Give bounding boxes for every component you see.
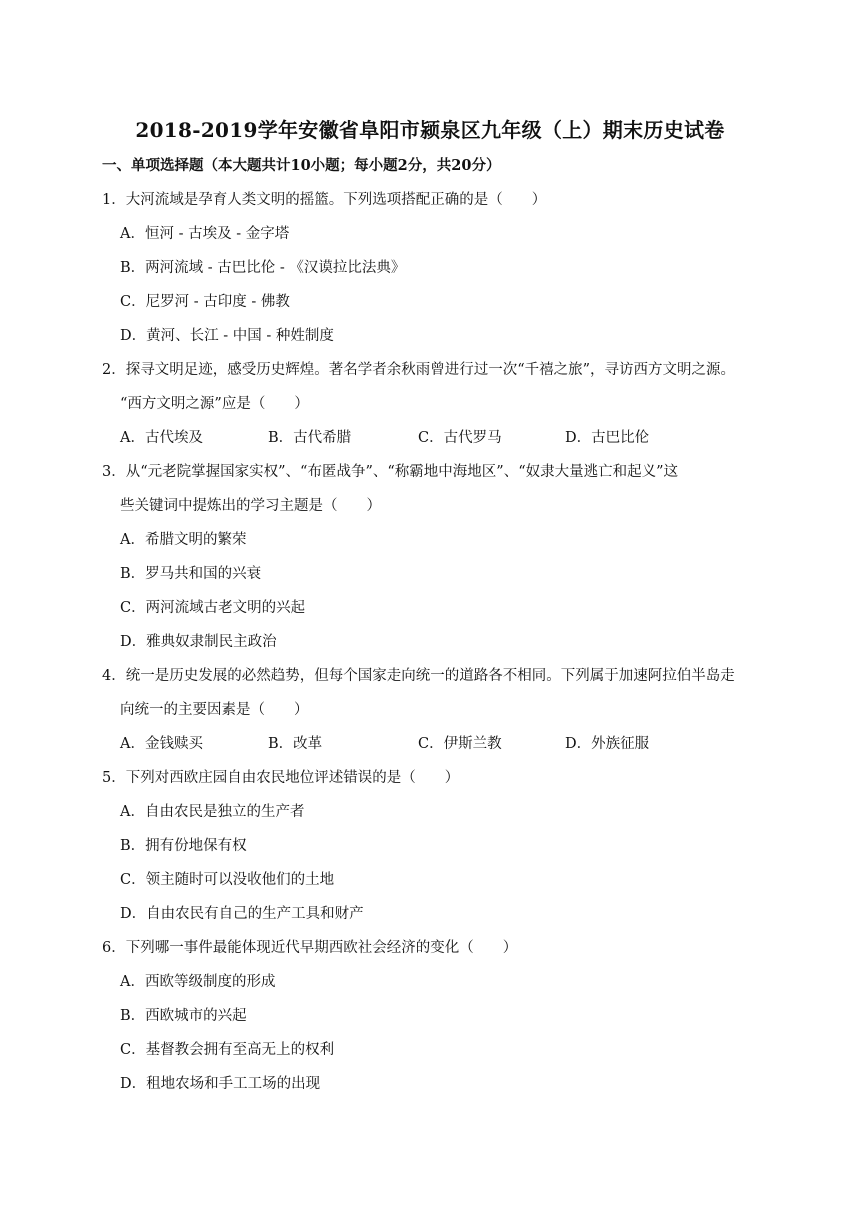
page-title: 2018-2019学年安徽省阜阳市颍泉区九年级（上）期末历史试卷 (135, 118, 725, 142)
question-4-option-b[interactable]: B．改革 (268, 736, 323, 752)
question-6-stem: 6．下列哪一事件最能体现近代早期西欧社会经济的变化（ ） (102, 940, 518, 956)
question-6-option-b[interactable]: B．西欧城市的兴起 (120, 1008, 247, 1024)
question-2-option-b[interactable]: B．古代希腊 (268, 430, 352, 446)
question-4-option-d[interactable]: D．外族征服 (565, 736, 650, 752)
question-2-stem-continued: “西方文明之源”应是（ ） (120, 396, 309, 412)
question-1-option-d[interactable]: D．黄河、长江 - 中国 - 种姓制度 (120, 328, 334, 344)
question-3-stem-continued: 些关键词中提炼出的学习主题是（ ） (120, 498, 381, 514)
question-5-stem: 5．下列对西欧庄园自由农民地位评述错误的是（ ） (102, 770, 460, 786)
question-4-option-c[interactable]: C．伊斯兰教 (418, 736, 502, 752)
question-2-stem: 2．探寻文明足迹，感受历史辉煌。著名学者余秋雨曾进行过一次“千禧之旅”，寻访西方文明之源。 (102, 362, 736, 378)
question-1-option-c[interactable]: C．尼罗河 - 古印度 - 佛教 (120, 294, 290, 310)
question-3-option-c[interactable]: C．两河流域古老文明的兴起 (120, 600, 306, 616)
question-6-option-c[interactable]: C．基督教会拥有至高无上的权利 (120, 1042, 335, 1058)
question-1-stem: 1．大河流域是孕育人类文明的摇篮。下列选项搭配正确的是（ ） (102, 192, 547, 208)
question-6-option-a[interactable]: A．西欧等级制度的形成 (120, 974, 276, 990)
question-5-option-d[interactable]: D．自由农民有自己的生产工具和财产 (120, 906, 364, 922)
question-3-option-a[interactable]: A．希腊文明的繁荣 (120, 532, 247, 548)
question-2-option-c[interactable]: C．古代罗马 (418, 430, 502, 446)
question-4-stem-continued: 向统一的主要因素是（ ） (120, 702, 309, 718)
question-4-option-a[interactable]: A．金钱赎买 (120, 736, 203, 752)
question-2-option-a[interactable]: A．古代埃及 (120, 430, 203, 446)
question-4-stem: 4．统一是历史发展的必然趋势，但每个国家走向统一的道路各不相同。下列属于加速阿拉伯半岛走 (102, 668, 735, 684)
question-3-stem: 3．从“元老院掌握国家实权”、“布匿战争”、“称霸地中海地区”、“奴隶大量逃亡和起义”这 (102, 464, 679, 480)
question-3-option-d[interactable]: D．雅典奴隶制民主政治 (120, 634, 277, 650)
question-2-option-d[interactable]: D．古巴比伦 (565, 430, 650, 446)
section-heading: 一、单项选择题（本大题共计10小题；每小题2分，共20分） (102, 157, 501, 174)
question-5-option-c[interactable]: C．领主随时可以没收他们的土地 (120, 872, 335, 888)
question-1-option-a[interactable]: A．恒河 - 古埃及 - 金字塔 (120, 226, 290, 242)
question-5-option-b[interactable]: B．拥有份地保有权 (120, 838, 247, 854)
question-1-option-b[interactable]: B．两河流域 - 古巴比伦 - 《汉谟拉比法典》 (120, 260, 406, 276)
question-6-option-d[interactable]: D．租地农场和手工工场的出现 (120, 1076, 321, 1092)
question-5-option-a[interactable]: A．自由农民是独立的生产者 (120, 804, 305, 820)
question-3-option-b[interactable]: B．罗马共和国的兴衰 (120, 566, 262, 582)
